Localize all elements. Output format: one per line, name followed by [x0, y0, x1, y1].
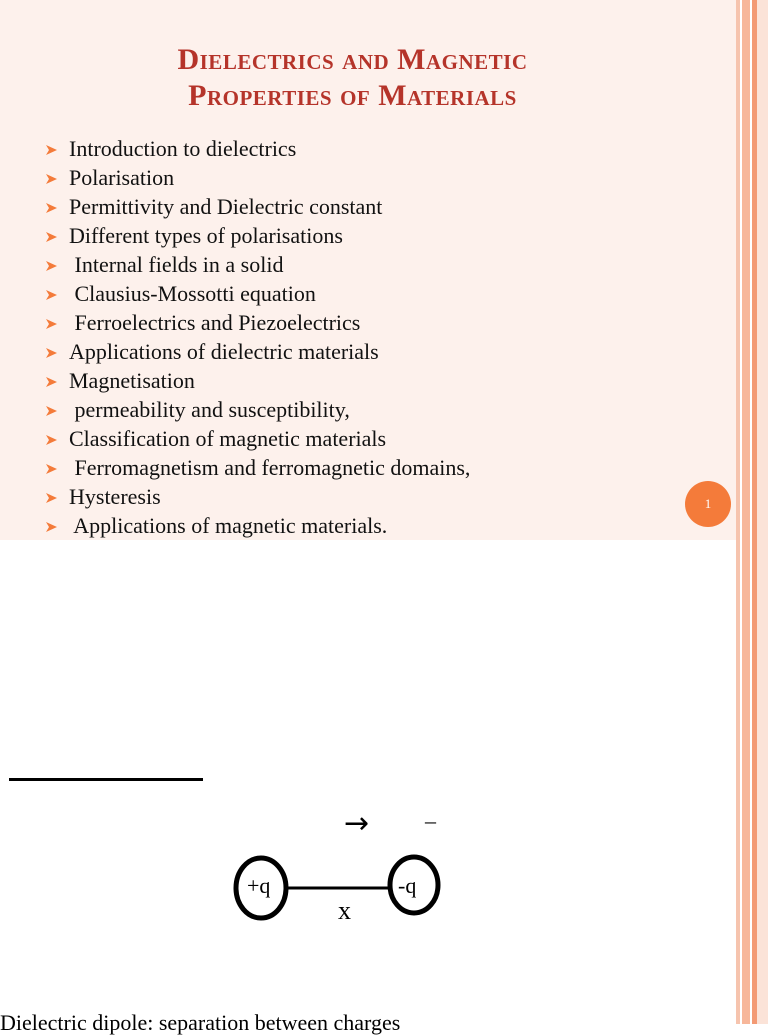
cutoff-text-line: Dielectric dipole: separation between charges — [0, 1010, 401, 1035]
arrow-right-icon — [46, 163, 60, 192]
bullet-text: Internal fields in a solid — [69, 252, 284, 277]
positive-charge-label: +q — [247, 873, 271, 898]
arrow-right-icon — [46, 308, 60, 337]
title-line-1: Dielectrics and Magnetic — [177, 43, 528, 76]
arrow-right-icon — [46, 192, 60, 221]
bullet-text: Hysteresis — [69, 484, 161, 509]
bullet-item — [46, 424, 470, 453]
bullet-text: Magnetisation — [69, 368, 195, 393]
arrow-right-icon — [46, 221, 60, 250]
arrow-right-icon — [46, 279, 60, 308]
arrow-right-icon — [46, 366, 60, 395]
bullet-item — [46, 308, 470, 337]
bullet-text: Classification of magnetic materials — [69, 426, 387, 451]
bullet-text: Introduction to dielectrics — [69, 136, 297, 161]
topic-list — [46, 134, 470, 540]
negative-charge-label: -q — [398, 873, 417, 898]
arrow-right-icon — [46, 337, 60, 366]
bullet-item — [46, 192, 470, 221]
bullet-item — [46, 250, 470, 279]
right-arrow-icon: → — [344, 806, 370, 841]
arrow-right-icon — [46, 453, 60, 482]
arrow-right-icon — [46, 395, 60, 424]
bullet-text: Permittivity and Dielectric constant — [69, 194, 383, 219]
arrow-right-icon — [46, 511, 60, 540]
bullet-item — [46, 395, 470, 424]
bullet-text: Different types of polarisations — [69, 223, 343, 248]
bullet-item — [46, 511, 470, 540]
arrow-right-icon — [46, 250, 60, 279]
bullet-item — [46, 134, 470, 163]
border-stripe — [757, 0, 768, 1024]
bullet-item — [46, 482, 470, 511]
border-stripe — [742, 0, 750, 1024]
bullet-item — [46, 337, 470, 366]
title-line-2: Properties of Materials — [188, 79, 517, 112]
bullet-item — [46, 221, 470, 250]
bullet-item — [46, 279, 470, 308]
bullet-text: Polarisation — [69, 165, 175, 190]
slide-title — [0, 42, 705, 114]
decorative-right-border — [736, 0, 768, 1024]
arrow-right-icon — [46, 482, 60, 511]
arrow-right-icon — [46, 424, 60, 453]
separation-label: x — [338, 896, 351, 925]
page-number-badge: 1 — [685, 481, 731, 527]
bullet-text: permeability and susceptibility, — [69, 397, 350, 422]
horizontal-rule — [9, 778, 203, 781]
bullet-text: Ferromagnetism and ferromagnetic domains, — [69, 455, 471, 480]
bullet-text: Ferroelectrics and Piezoelectrics — [69, 310, 361, 335]
arrow-right-icon — [46, 134, 60, 163]
bullet-item — [46, 366, 470, 395]
bullet-item — [46, 453, 470, 482]
bullet-item — [46, 163, 470, 192]
bullet-text: Clausius-Mossotti equation — [69, 281, 316, 306]
bullet-text: Applications of magnetic materials. — [69, 513, 388, 538]
bullet-text: Applications of dielectric materials — [69, 339, 379, 364]
minus-sign: – — [425, 808, 436, 833]
